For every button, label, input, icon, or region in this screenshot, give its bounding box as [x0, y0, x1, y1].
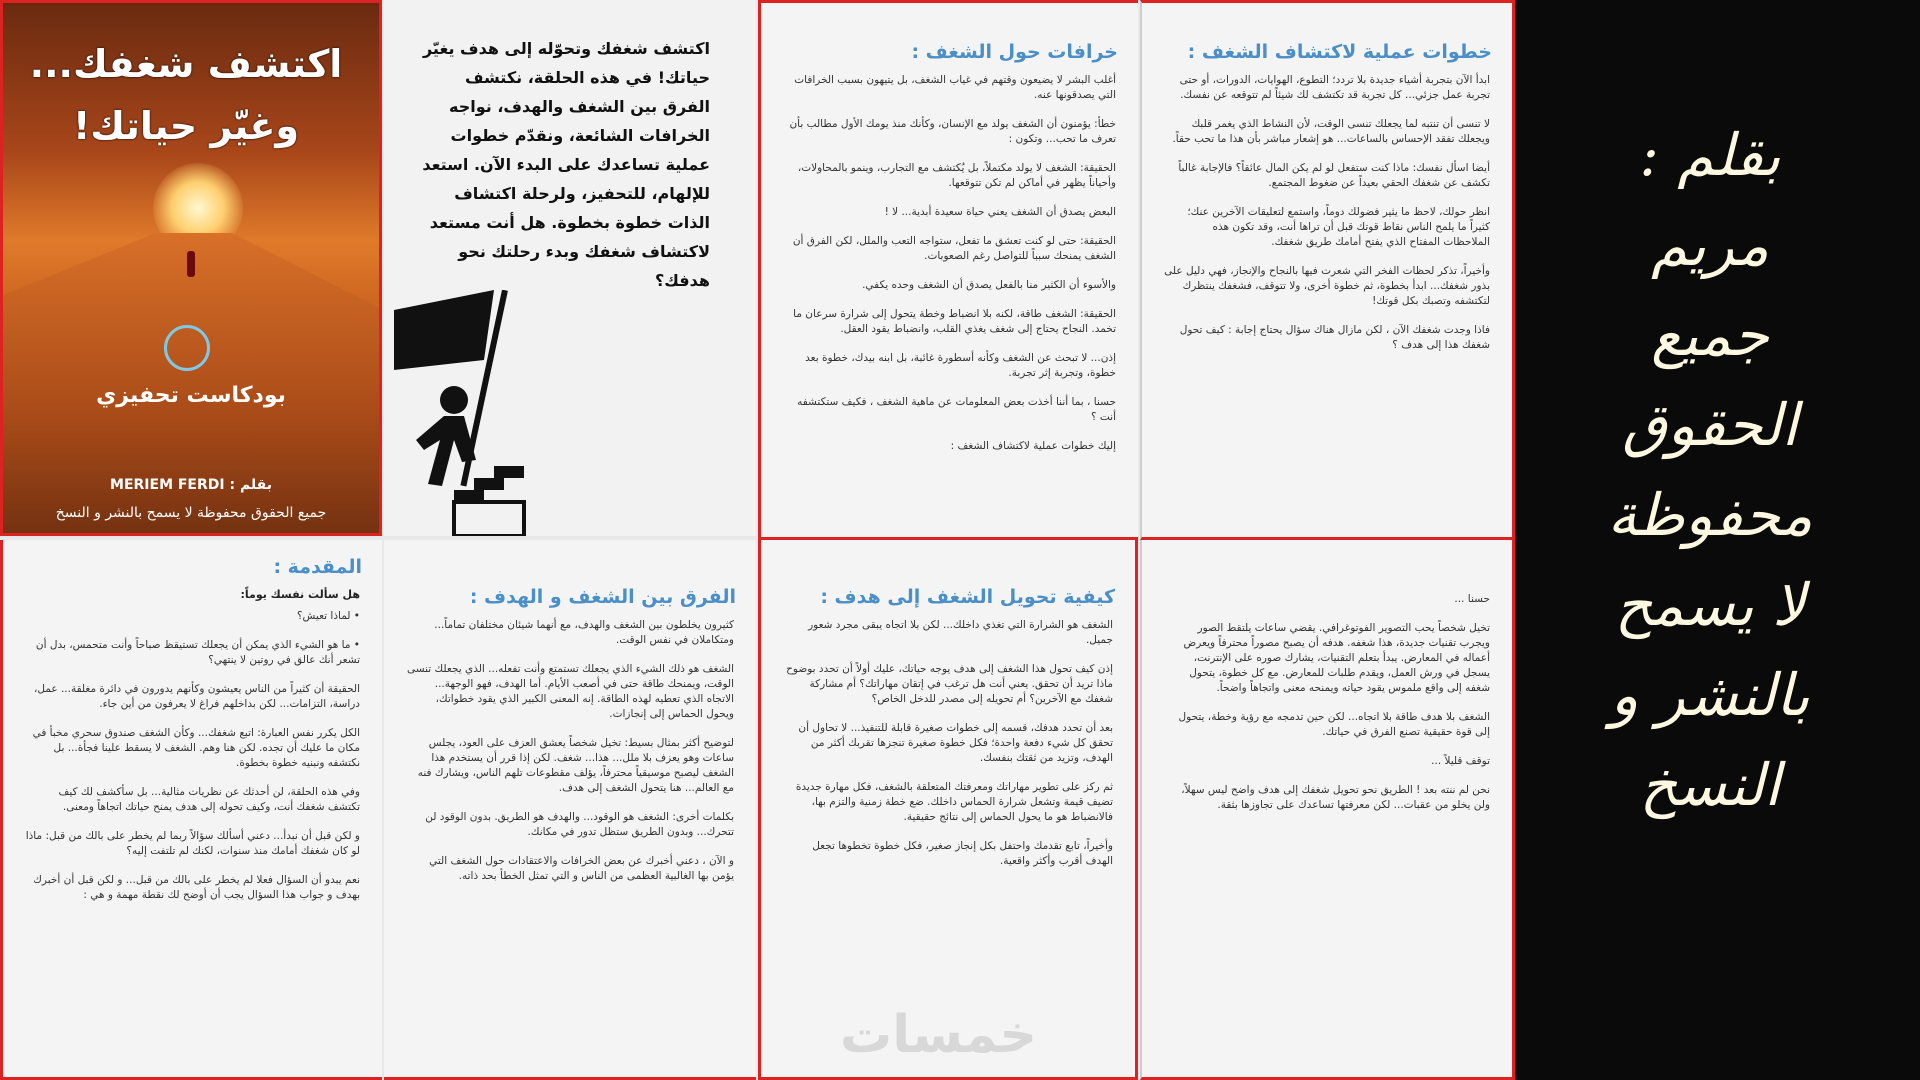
convert-paragraph: إذن كيف تحول هذا الشغف إلى هدف يوجه حياتك، عليك أولاً أن تحدد بوضوح ماذا تريد أن تحقق. يعني أنت هل ترغب في إتقان مهاراتك؟ أم مشاركة شغفك مع الآخرين؟ أم تحويله إلى مصدر للدخل الخاص؟	[786, 663, 1113, 705]
side-credit-line: بقلم :	[1639, 121, 1781, 189]
steps-panel	[1140, 0, 1515, 540]
cover-author: بقلم : MERIEM FERDI	[110, 477, 272, 493]
side-credit-line: النسخ	[1639, 751, 1781, 819]
intro-text: اكتشف شغفك وتحوّله إلى هدف يغيّر حياتك! في هذه الحلقة، نكتشف الفرق بين الشغف والهدف، نواجه الخرافات الشائعة، ونقدّم خطوات عملية تساعدك على البدء الآن. استعد للإلهام، للتحفيز، ولرحلة اكتشاف الذات خطوة بخطوة. هل أنت مستعد لاكتشاف شغفك وبدء رحلتك نحو هدفك؟	[422, 39, 710, 290]
introduction-paragraph: وفي هذه الحلقة، لن أحدثك عن نظريات مثالية... بل سأكشف لك كيف تكتشف شغفك أنت، وكيف تحوله إلى هدف يمنح حياتك اتجاهاً ومعنى.	[58, 786, 360, 813]
headphone-icon	[164, 325, 210, 371]
introduction-paragraph: نعم يبدو أن السؤال فعلا لم يخطر على بالك من قبل... و لكن قبل أن أخبرك بهدف و جواب هذا السؤال يجب أن أوضح لك نقطة مهمة و هي :	[33, 874, 360, 901]
myths-paragraph: الحقيقة: الشغف لا يولد مكتملاً، بل يُكتشف مع التجارب، وينمو بالمحاولات، وأحياناً يظهر في أماكن لم تكن تتوقعها.	[797, 162, 1116, 189]
side-credit-line: بالنشر و	[1610, 661, 1810, 729]
cover-title	[11, 33, 361, 157]
difference-body	[406, 618, 734, 884]
convert-title: كيفية تحويل الشغف إلى هدف :	[820, 586, 1115, 608]
difference-paragraph: و الآن ، دعني أخبرك عن بعض الخرافات والاعتقادات حول الشغف التي يؤمن بها الغالبية العظمى من الناس و التي تمثل الخطأ بحد ذاته.	[429, 855, 734, 882]
introduction-body	[25, 609, 360, 903]
continuation-paragraph: نحن لم ننته بعد ! الطريق نحو تحويل شغفك إلى هدف واضح ليس سهلاً، ولن يخلو من عقبات... لكن معرفتها تساعدك على تجاوزها بثقة.	[1181, 784, 1490, 811]
difference-paragraph: لتوضيح أكثر بمثال بسيط: تخيل شخصاً يعشق العزف على العود، يجلس ساعات وهو يعزف بلا ملل... هذا... شغف. لكن إذا قرر أن يستخدم هذا الشغف ليصبح موسيقياً محترفاً، يؤلف مقطوعات تلهم الناس، ويشارك فنه مع العالم... هنا يتحول الشغف إلى هدف.	[417, 737, 734, 794]
cover-title-line2: وغيّر حياتك!	[72, 104, 300, 148]
continuation-body	[1164, 592, 1490, 813]
cover-title-line1: اكتشف شغفك...	[29, 42, 343, 86]
introduction-bullet: • لماذا تعيش؟	[296, 610, 360, 622]
difference-title: الفرق بين الشغف و الهدف :	[469, 586, 736, 608]
myths-paragraph: إليك خطوات عملية لاكتشاف الشغف :	[950, 440, 1116, 452]
difference-paragraph: الشغف هو ذلك الشيء الذي يجعلك تستمتع وأنت تفعله... الذي يجعلك تنسى الوقت، ويمنحك طاقة حتى في أصعب الأيام. أما الهدف، فهو الوجهة... الاتجاه الذي تعطيه لهذه الطاقة. إنه المعنى الكبير الذي يقود خطواتك، ويحول الحماس إلى إنجازات.	[407, 663, 734, 720]
convert-body	[783, 618, 1113, 869]
steps-paragraph: أيضا اسأل نفسك: ماذا كنت ستفعل لو لم يكن المال عائقاً؟ فالإجابة غالباً تكشف عن شغفك الحقي بعيداً عن ضغوط المجتمع.	[1178, 162, 1490, 189]
myths-paragraph: أغلب البشر لا يضيعون وقتهم في غياب الشغف، بل يتيهون بسبب الخرافات التي يصدقونها عنه.	[794, 74, 1116, 101]
continuation-paragraph: حسنا ...	[1454, 593, 1490, 605]
continuation-paragraph: توقف قليلاً ...	[1431, 755, 1490, 767]
side-credit-line: الحقوق	[1622, 391, 1798, 459]
difference-paragraph: بكلمات أخرى: الشغف هو الوقود... والهدف هو الطريق. بدون الوقود لن تتحرك... وبدون الطريق ستظل تدور في مكانك.	[425, 811, 734, 838]
convert-paragraph: وأخيراً، تابع تقدمك واحتفل بكل إنجاز صغير، فكل خطوة تخطوها تجعل الهدف أقرب وأكثر واقعية.	[812, 840, 1113, 867]
steps-paragraph: ابدأ الآن بتجربة أشياء جديدة بلا تردد؛ التطوع، الهوايات، الدورات، أو حتى تجربة عمل جزئي... كل تجربة قد تكتشف لك شيئاً لم تتوقعه عن نفسك.	[1179, 74, 1490, 101]
introduction-paragraph: الكل يكرر نفس العبارة: اتبع شغفك... وكأن الشغف صندوق سحري مخبأ في مكان ما عليك أن تجده. لكن هنا وهم. الشغف لا يسقط علينا فجأة... بل نكتشفه ونبنيه خطوة بخطوة.	[32, 727, 360, 769]
steps-paragraph: انظر حولك، لاحظ ما يثير فضولك دوماً، واستمع لتعليقات الآخرين عنك؛ كثيراً ما يلمح الناس نقاط قوتك قبل أن تراها أنت، وقد تكون هذه الملاحظات المفتاح الذي يفتح أمامك طريق شغفك.	[1187, 206, 1490, 248]
convert-paragraph: بعد أن تحدد هدفك، قسمه إلى خطوات صغيرة قابلة للتنفيذ... لا تحاول أن تحقق كل شيء دفعة واحدة؛ فكل خطوة صغيرة تنجزها تقربك أكثر من الهدف، وتزيد من ثقتك بنفسك.	[798, 722, 1113, 764]
steps-body	[1164, 73, 1490, 353]
continuation-paragraph: تخيل شخصاً يحب التصوير الفوتوغرافي. يقضي ساعات يلتقط الصور ويجرب تقنيات جديدة، هذا شغفه. هدفه أن يصبح مصوراً محترفاً ويعرض أعماله في المعارض. يبدأ بتعلم التقنيات، يشارك صوره على الإنترنت، يسجل في ورش العمل، ويقدم طلبات للمعارض. مع كل خطوة، يتحول شغفه إلى واقع ملموس يقود حياته ويمنحه معنى واتجاهاً واضحاً.	[1183, 622, 1490, 694]
side-credit-line: مريم	[1651, 211, 1769, 279]
difference-panel	[384, 540, 756, 1080]
side-credit-line: جميع	[1651, 301, 1769, 369]
side-credit-line: لا يسمح	[1614, 571, 1806, 639]
introduction-bullet: • ما هو الشيء الذي يمكن أن يجعلك تستيقظ صباحاً وأنت متحمس، بدل أن تشعر أنك عالق في روتين لا ينتهي؟	[35, 639, 360, 666]
steps-paragraph: لا تنسى أن تنتبه لما يجعلك تنسى الوقت، لأن النشاط الذي يغمر قلبك ويجعلك تفقد الإحساس بالساعات... هو إشعار مباشر بأن هذا ما تحب حقاً.	[1172, 118, 1490, 145]
intro-panel	[384, 0, 756, 536]
side-credit-line: محفوظة	[1607, 481, 1813, 549]
myths-panel	[758, 0, 1138, 540]
introduction-paragraph: الحقيقة أن كثيراً من الناس يعيشون وكأنهم يدورون في دائرة مغلقة... عمل، دراسة، التزامات... لكن بداخلهم فراغ لا يعرفون من أين جاء.	[33, 683, 360, 710]
myths-paragraph: والأسوء أن الكثير منا بالفعل يصدق أن الشغف وحده يكفي.	[862, 279, 1116, 291]
convert-paragraph: الشغف هو الشرارة التي تغذي داخلك... لكن بلا اتجاه يبقى مجرد شعور جميل.	[808, 619, 1113, 646]
introduction-question: هل سألت نفسك يوماً:	[240, 588, 360, 601]
introduction-panel	[0, 540, 382, 1080]
podcast-label: بودكاست تحفيزي	[96, 383, 286, 408]
steps-paragraph: وأخيراً، تذكر لحظات الفخر التي شعرت فيها بالنجاح والإنجاز، فهي دليل على بذور شغفك... ابدأ بخطوة، ثم خطوة أخرى، ولا تتوقف، فشغفك ينتظرك لتكتشفه وتصبك بكل قوتك!	[1164, 265, 1490, 307]
convert-panel	[758, 540, 1138, 1080]
myths-paragraph: إذن... لا تبحث عن الشغف وكأنه أسطورة غائبة، بل ابنه بيدك، خطوة بعد خطوة، وتجربة إثر تجربة.	[805, 352, 1116, 379]
cover-panel	[0, 0, 382, 536]
myths-paragraph: خطأ: يؤمنون أن الشغف يولد مع الإنسان، وكأنك منذ يومك الأول مطالب بأن تعرف ما تحب... وتكون :	[789, 118, 1116, 145]
myths-paragraph: الحقيقة: الشغف طاقة، لكنه بلا انضباط وخطة يتحول إلى شرارة سرعان ما تخمد. النجاح يحتاج إلى شغف يغذي القلب، وانضباط يقود العقل.	[793, 308, 1116, 335]
side-credits	[1560, 110, 1860, 830]
cover-rights: جميع الحقوق محفوظة لا يسمح بالنشر و النسخ	[55, 505, 327, 521]
myths-title: خرافات حول الشغف :	[911, 41, 1118, 63]
continuation-panel	[1140, 540, 1515, 1080]
difference-paragraph: كثيرون يخلطون بين الشغف والهدف، مع أنهما شيئان مختلفان تماماً... ومتكاملان في نفس الوقت.	[434, 619, 734, 646]
introduction-paragraph: و لكن قبل أن نبدأ... دعني أسألك سؤالاً ربما لم يخطر على بالك من قبل: ماذا لو كان شغفك أمامك منذ سنوات، لكنك لم تلتفت إليه؟	[25, 830, 360, 857]
steps-paragraph: فاذا وجدت شغفك الآن ، لكن مازال هناك سؤال يحتاج إجابة : كيف تحول شغفك هذا إلى هدف ؟	[1179, 324, 1490, 351]
myths-paragraph: حسنا ، بما أننا أخذت بعض المعلومات عن ماهية الشغف ، فكيف ستكتشفه أنت ؟	[797, 396, 1116, 423]
introduction-title: المقدمة :	[273, 556, 362, 578]
myths-paragraph: الحقيقة: حتى لو كنت تعشق ما تفعل، ستواجه التعب والملل، لكن الفرق أن الشغف يمنحك سبباً للتواصل رغم الصعوبات.	[792, 235, 1116, 262]
steps-title: خطوات عملية لاكتشاف الشغف :	[1187, 41, 1492, 63]
myths-body	[783, 73, 1116, 454]
continuation-paragraph: الشغف بلا هدف طاقة بلا اتجاه... لكن حين تدمجه مع رؤية وخطة، يتحول إلى قوة حقيقية تصنع الفرق في حياتك.	[1178, 711, 1490, 738]
myths-paragraph: البعض يصدق أن الشغف يعني حياة سعيدة أبدية... لا !	[884, 206, 1116, 218]
watermark-logo: خمسات	[840, 1005, 1038, 1065]
flag-climber-icon	[384, 290, 584, 536]
convert-paragraph: ثم ركز على تطوير مهاراتك ومعرفتك المتعلقة بالشغف، فكل مهارة جديدة تضيف قيمة وتشعل شرارة الحماس داخلك. ضع خطة زمنية والتزم بها، فالانضباط هو ما يحول الحماس إلى نتائج حقيقية.	[795, 781, 1113, 823]
walker-figure	[187, 251, 195, 277]
